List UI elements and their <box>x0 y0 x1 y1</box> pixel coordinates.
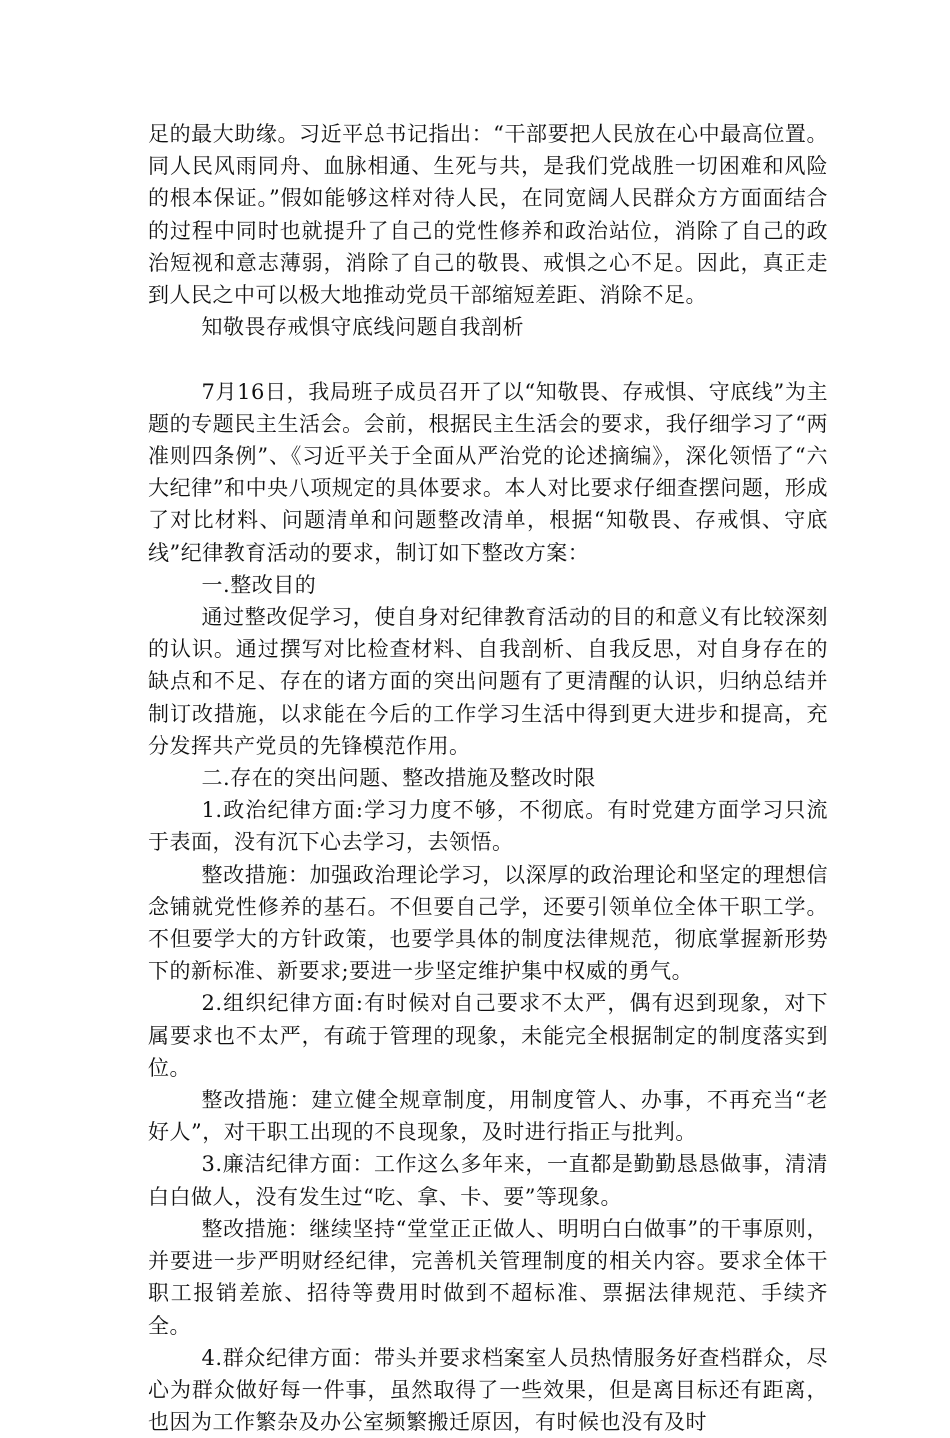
item1-measure: 整改措施：加强政治理论学习，以深厚的政治理论和坚定的理想信念铺就党性修养的基石。不但要自己学，还要引领单位全体干职工学。不但要学大的方针政策，也要学具体的制度法律规范，彻底掌握新形势下的新标准、新要求;要进一步坚定维护集中权威的勇气。 <box>148 862 828 984</box>
item3-measure: 整改措施：继续坚持“堂堂正正做人、明明白白做事”的干事原则，并要进一步严明财经纪律，完善机关管理制度的相关内容。要求全体干职工报销差旅、招待等费用时做到不超标准、票据法律规范、手续齐全。 <box>148 1216 828 1338</box>
section2-heading: 二.存在的突出问题、整改措施及整改时限 <box>201 766 596 791</box>
item2-problem: 2.组织纪律方面:有时候对自己要求不太严，偶有迟到现象，对下属要求也不太严，有疏于管理的现象，未能完全根据制定的制度落实到位。 <box>148 991 828 1080</box>
item4-problem: 4.群众纪律方面：带头并要求档案室人员热情服务好查档群众，尽心为群众做好每一件事，虽然取得了一些效果，但是离目标还有距离，也因为工作繁杂及办公室频繁搬迁原因，有时候也没有及时 <box>148 1345 828 1435</box>
section1-body: 通过整改促学习，使自身对纪律教育活动的目的和意义有比较深刻的认识。通过撰写对比检查材料、自我剖析、自我反思，对自身存在的缺点和不足、存在的诸方面的突出问题有了更清醒的认识，归纳总结并制订改措施，以求能在今后的工作学习生活中得到更大进步和提高，充分发挥共产党员的先锋模范作用。 <box>148 605 828 758</box>
item1-problem: 1.政治纪律方面:学习力度不够，不彻底。有时党建方面学习只流于表面，没有沉下心去学习，去领悟。 <box>148 798 828 855</box>
item2-measure: 整改措施：建立健全规章制度，用制度管人、办事，不再充当“老好人”，对干职工出现的不良现象，及时进行指正与批判。 <box>148 1088 828 1145</box>
document-page <box>148 118 828 1438</box>
item3-problem: 3.廉洁纪律方面：工作这么多年来，一直都是勤勤恳恳做事，清清白白做人，没有发生过“吃、拿、卡、要”等现象。 <box>148 1152 828 1209</box>
intro-paragraph: 足的最大助缘。习近平总书记指出：“干部要把人民放在心中最高位置。同人民风雨同舟、血脉相通、生死与共，是我们党战胜一切困难和风险的根本保证。”假如能够这样对待人民，在同宽阔人民群众方方面面结合的过程中同时也就提升了自己的党性修养和政治站位，消除了自己的政治短视和意志薄弱，消除了自己的敬畏、戒惧之心不足。因此，真正走到人民之中可以极大地推动党员干部缩短差距、消除不足。 <box>148 122 828 308</box>
document-title: 知敬畏存戒惧守底线问题自我剖析 <box>201 315 525 340</box>
blank-line <box>148 343 828 375</box>
opening-paragraph: 7月16日，我局班子成员召开了以“知敬畏、存戒惧、守底线”为主题的专题民主生活会。会前，根据民主生活会的要求，我仔细学习了“两准则四条例”、《习近平关于全面从严治党的论述摘编》，深化领悟了“六大纪律”和中央八项规定的具体要求。本人对比要求仔细查摆问题，形成了对比材料、问题清单和问题整改清单，根据“知敬畏、存戒惧、守底线”纪律教育活动的要求，制订如下整改方案： <box>148 379 828 565</box>
section1-heading: 一.整改目的 <box>201 572 317 597</box>
